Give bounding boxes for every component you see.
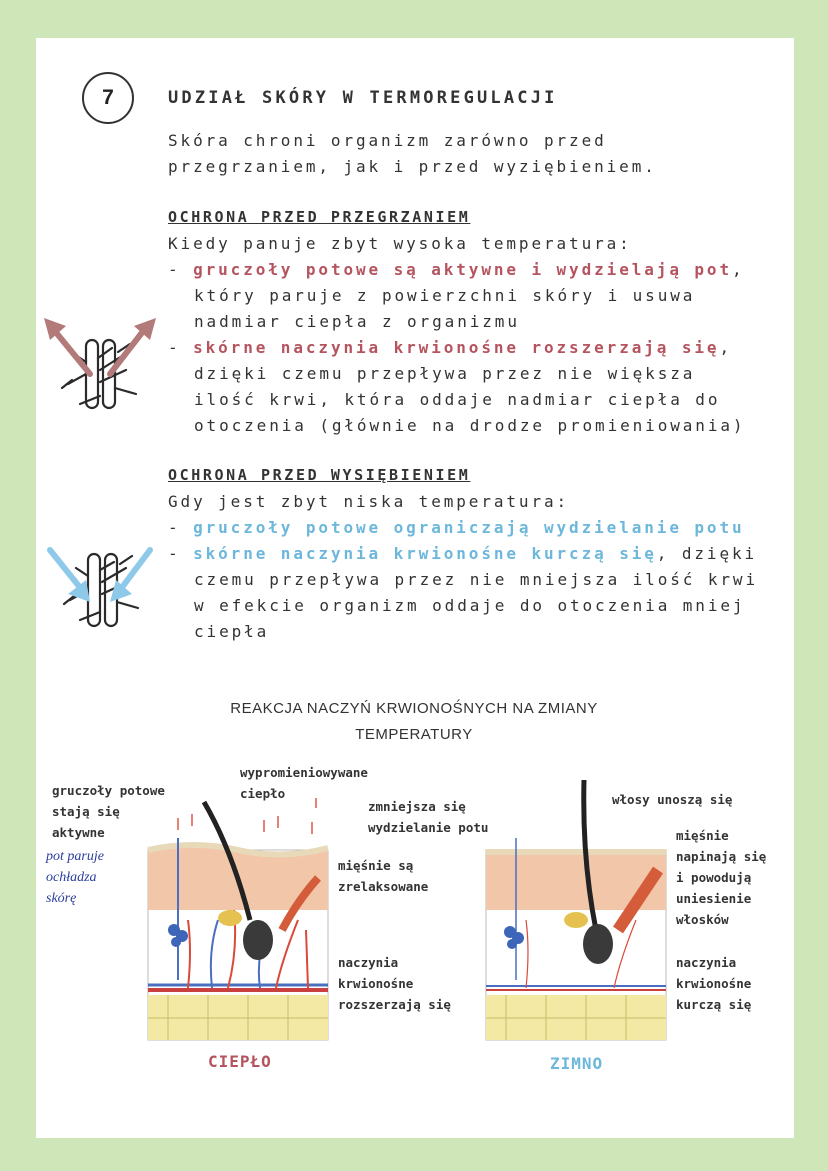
overheat-bullet-2-line: otoczenia (głównie na drodze promieniowania) <box>194 416 746 435</box>
label-vessels-constrict: naczynia krwionośne kurczą się <box>676 955 752 1012</box>
cold-bullet-2-line: w efekcie organizm oddaje do otoczenia mniej <box>194 596 746 615</box>
overheat-bullet-1: - gruczoły potowe są aktywne i wydzielają pot, <box>168 260 745 279</box>
overheat-lead: Kiedy panuje zbyt wysoka temperatura: <box>168 234 632 253</box>
warm-label: CIEPŁO <box>208 1052 272 1071</box>
overheat-bullet-2-line: dzięki czemu przepływa przez nie większa <box>194 364 696 383</box>
overheat-heading: OCHRONA PRZED PRZEGRZANIEM <box>168 208 471 226</box>
handwritten-note: pot paruje ochładza skórę <box>46 849 104 906</box>
label-sweat-reduced: zmniejsza się wydzielanie potu <box>368 799 489 835</box>
cold-lead: Gdy jest zbyt niska temperatura: <box>168 492 570 511</box>
cold-label: ZIMNO <box>550 1054 604 1073</box>
label-muscles-relaxed: mięśnie są zrelaksowane <box>338 858 429 894</box>
label-vessels-dilate: naczynia krwionośne rozszerzają się <box>338 955 451 1012</box>
diagram-caption-line-1: REAKCJA NACZYŃ KRWIONOŚNYCH NA ZMIANY <box>230 700 598 717</box>
overheat-bullet-1-line: nadmiar ciepła z organizmu <box>194 312 520 331</box>
cold-skin-illustration <box>486 780 666 1040</box>
overheat-bullet-2-highlight: skórne naczynia krwionośne rozszerzają się <box>193 338 720 357</box>
section-number-badge: 7 <box>82 72 134 124</box>
cold-bullet-1: - gruczoły potowe ograniczają wydzielanie potu <box>168 518 745 537</box>
cold-bullet-2-highlight: skórne naczynia krwionośne kurczą się <box>193 544 657 563</box>
overheat-bullet-1-line: który paruje z powierzchni skóry i usuwa <box>194 286 696 305</box>
intro-line-1: Skóra chroni organizm zarówno przed <box>168 131 607 150</box>
dilated-vessels-icon <box>40 318 160 413</box>
diagram-caption-line-2: TEMPERATURY <box>355 726 473 743</box>
cold-heading: OCHRONA PRZED WYSIĘBIENIEM <box>168 466 471 484</box>
warm-skin-illustration <box>148 790 328 1040</box>
cold-bullet-2-line: czemu przepływa przez nie mniejsza ilość krwi <box>194 570 758 589</box>
overheat-bullet-2: - skórne naczynia krwionośne rozszerzają się, <box>168 338 733 357</box>
cold-bullet-2-line: ciepła <box>194 622 270 641</box>
overheat-bullet-1-highlight: gruczoły potowe są aktywne i wydzielają pot <box>193 260 732 279</box>
cold-bullet-2: - skórne naczynia krwionośne kurczą się, dzięki <box>168 544 758 563</box>
constricted-vessels-icon <box>44 546 156 630</box>
label-hairs-rise: włosy unoszą się <box>612 792 733 807</box>
label-muscles-tense: mięśnie napinają się i powodują uniesienie włosków <box>676 828 767 927</box>
intro-line-2: przegrzaniem, jak i przed wyziębieniem. <box>168 157 657 176</box>
overheat-bullet-2-line: ilość krwi, która oddaje nadmiar ciepła do <box>194 390 721 409</box>
label-radiated-heat: wypromieniowywane ciepło <box>240 765 368 801</box>
page-title: UDZIAŁ SKÓRY W TERMOREGULACJI <box>168 88 558 108</box>
cold-bullet-1-highlight: gruczoły potowe ograniczają wydzielanie potu <box>193 518 745 537</box>
label-sweat-glands: gruczoły potowe stają się aktywne <box>52 783 165 840</box>
